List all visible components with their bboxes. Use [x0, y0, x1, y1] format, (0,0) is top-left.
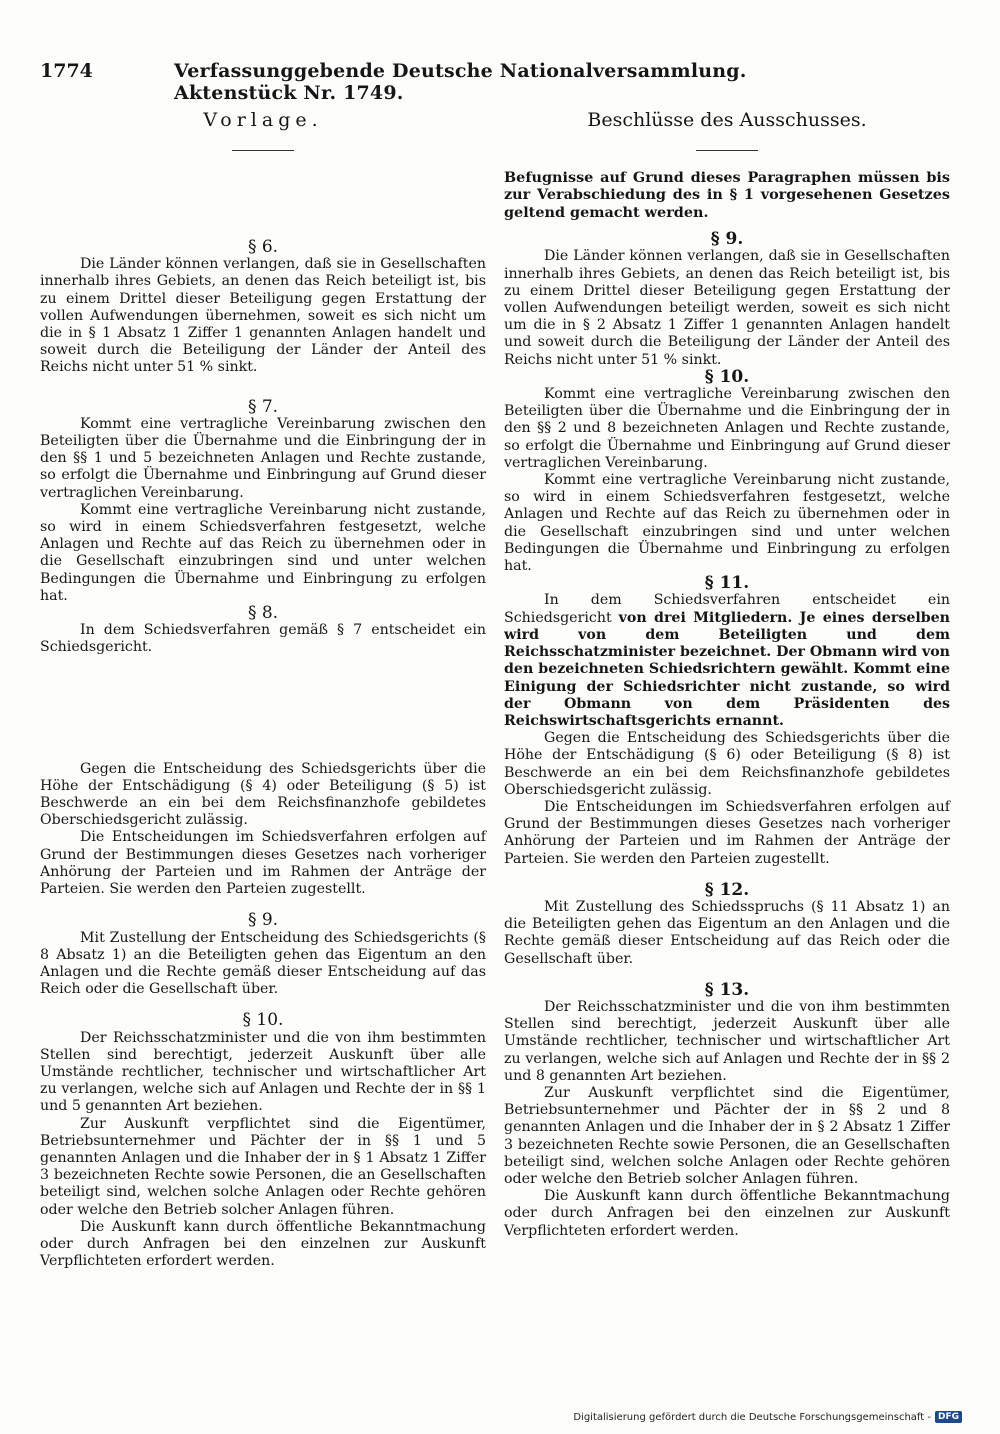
- footer-text: Digitalisierung gefördert durch die Deutsche Forschungsgemeinschaft -: [573, 1411, 931, 1423]
- paragraph: Gegen die Entscheidung des Schiedsgerichts über die Höhe der Entschädigung (§ 6) oder Beteiligung (§ 8) ist Beschwerde an ein bei dem Reichsfinanzhofe gebildetes Oberschiedsgericht zulässig.: [504, 730, 950, 798]
- section-title: § 12.: [704, 879, 750, 900]
- section-title: § 13.: [704, 979, 750, 1000]
- paragraph: Die Auskunft kann durch öffentliche Bekanntmachung oder durch Anfragen bei den einzelnen zur Auskunft Verpflichteten erfordert werden.: [40, 1218, 486, 1270]
- paragraph: Die Auskunft kann durch öffentliche Bekanntmachung oder durch Anfragen bei den einzelnen zur Auskunft Verpflichteten erfordert werden.: [504, 1188, 950, 1239]
- left-column-heading: Vorlage.: [203, 109, 323, 131]
- section-title: § 9.: [247, 910, 279, 931]
- paragraph: Mit Zustellung des Schiedsspruchs (§ 11 Absatz 1) an die Beteiligten gehen das Eigentum an den Anlagen und die Rechte gemäß dieser Entscheidung auf das Reich oder die Gesellschaft über.: [504, 898, 950, 967]
- paragraph: Die Entscheidungen im Schiedsverfahren erfolgen auf Grund der Bestimmungen dieses Gesetzes nach vorheriger Anhörung der Parteien und im Rahmen der Anträge der Parteien. Sie werden den Parteien zugestellt.: [40, 829, 486, 898]
- paragraph: Die Entscheidungen im Schiedsverfahren erfolgen auf Grund der Bestimmungen dieses Gesetzes nach vorheriger Anhörung der Parteien und im Rahmen der Anträge der Parteien. Sie werden den Parteien zugestellt.: [504, 798, 950, 867]
- paragraph: Kommt eine vertragliche Vereinbarung nicht zustande, so wird in einem Schiedsverfahren festgesetzt, welche Anlagen und Rechte auf das Reich zu übernehmen oder in die Gesellschaft einzubringen sind und unter welchen Bedingungen die Übernahme und Einbringung zu erfolgen hat.: [40, 501, 486, 604]
- section-title: § 8.: [247, 603, 279, 624]
- intro-paragraph: Befugnisse auf Grund dieses Paragraphen müssen bis zur Verabschiedung des in § 1 vorgesehenen Gesetzes geltend gemacht werden.: [504, 169, 950, 221]
- paragraph: Gegen die Entscheidung des Schiedsgerichts über die Höhe der Entschädigung (§ 4) oder Beteiligung (§ 5) ist Beschwerde an ein bei dem Reichsfinanzhofe gebildetes Oberschiedsgericht zulässig.: [40, 760, 486, 829]
- paragraph: Mit Zustellung der Entscheidung des Schiedsgerichts (§ 8 Absatz 1) an die Beteiligten gehen das Eigentum an den Anlagen und die Rechte gemäß dieser Entscheidung auf das Reich oder die Gesellschaft über.: [40, 929, 486, 998]
- paragraph: Zur Auskunft verpflichtet sind die Eigentümer, Betriebsunternehmer und Pächter der in §§ 1 und 5 genannten Anlagen und die Inhaber der in § 1 Absatz 1 Ziffer 3 bezeichneten Rechte sowie Personen, die an Gesellschaften beteiligt sind, welchen solche Anlagen oder Rechte gehören oder welche den Betrieb solcher Anlagen führen.: [40, 1115, 486, 1218]
- digitization-footer: [573, 1411, 962, 1423]
- paragraph: Kommt eine vertragliche Vereinbarung zwischen den Beteiligten über die Übernahme und die Einbringung der in den §§ 2 und 8 bezeichneten Anlagen und Rechte zustande, so erfolgt die Übernahme und Einbringung auf Grund dieser vertraglichen Vereinbarung.: [504, 386, 950, 471]
- paragraph-part: In dem Schiedsverfahren entscheidet ein Schiedsgericht: [504, 592, 950, 626]
- dfg-logo: DFG: [935, 1411, 962, 1423]
- paragraph: Der Reichsschatzminister und die von ihm bestimmten Stellen sind berechtigt, jederzeit Auskunft über alle Umstände rechtlicher, technischer und wirtschaftlicher Art zu verlangen, welche sich auf Anlagen und Rechte der in §§ 1 und 5 genannten Art beziehen.: [40, 1029, 486, 1115]
- section-title: § 9.: [710, 229, 744, 250]
- paragraph: Der Reichsschatzminister und die von ihm bestimmten Stellen sind berechtigt, jederzeit Auskunft über alle Umstände rechtlicher, technischer und wirtschaftlicher Art zu verlangen, welche sich auf Anlagen und Rechte der in §§ 2 und 8 genannten Art beziehen.: [504, 998, 950, 1084]
- page-number: 1774: [40, 60, 93, 82]
- section-title: § 6.: [247, 237, 279, 257]
- left-column: [40, 109, 486, 1270]
- section-title: § 10.: [242, 1010, 284, 1031]
- section-title: § 10.: [704, 366, 750, 387]
- page-header: [40, 60, 830, 104]
- right-column-heading: Beschlüsse des Ausschusses.: [587, 109, 867, 131]
- amended-text: von drei Mitgliedern. Je eines derselben wird von dem Beteiligten und dem Reichsschatzminister bezeichnet. Der Obmann wird von den bezeichneten Schiedsrichtern gewählt. Kommt eine Einigung der Schiedsrichter nicht zustande, so wird der Obmann von dem Präsidenten des Reichswirtschaftsgerichts ernannt.: [504, 609, 950, 729]
- paragraph: Zur Auskunft verpflichtet sind die Eigentümer, Betriebsunternehmer und Pächter der in §§ 2 und 8 genannten Anlagen und die Inhaber der in § 2 Absatz 1 Ziffer 3 bezeichneten Rechte sowie Personen, die an Gesellschaften beteiligt sind, welchen solche Anlagen oder Rechte gehören oder welche den Betrieb solcher Anlagen führen.: [504, 1084, 950, 1187]
- paragraph: In dem Schiedsverfahren gemäß § 7 entscheidet ein Schiedsgericht.: [40, 622, 486, 656]
- section-title: § 11.: [704, 573, 750, 594]
- running-title: Verfassunggebende Deutsche Nationalversammlung. Aktenstück Nr. 1749.: [174, 60, 747, 104]
- paragraph: Die Länder können verlangen, daß sie in Gesellschaften innerhalb ihres Gebiets, an denen das Reich beteiligt ist, bis zu einem Drittel dieser Beteiligung gegen Erstattung der vollen Aufwendungen übernehmen, soweit es sich nicht um die in § 1 Absatz 1 Ziffer 1 genannten Anlagen handelt und soweit durch die Beteiligung der Länder der Anteil des Reichs nicht unter 51 % sinkt.: [40, 256, 486, 376]
- paragraph: [504, 592, 950, 730]
- section-title: § 7.: [247, 396, 279, 417]
- paragraph: Die Länder können verlangen, daß sie in Gesellschaften innerhalb ihres Gebiets, an denen das Reich beteiligt ist, bis zu einem Drittel dieser Beteiligung gegen Erstattung der vollen Aufwendungen beteiligt werden, soweit es sich nicht um die in § 2 Absatz 1 Ziffer 1 genannten Anlagen handelt und soweit durch die Beteiligung der Länder der Anteil des Reichs nicht unter 51 % sinkt.: [504, 248, 950, 368]
- paragraph: Kommt eine vertragliche Vereinbarung nicht zustande, so wird in einem Schiedsverfahren festgesetzt, welche Anlagen und Rechte auf das Reich zu übernehmen oder in die Gesellschaft einzubringen sind und unter welchen Bedingungen die Übernahme und Einbringung zu erfolgen hat.: [504, 472, 950, 575]
- right-column: [504, 109, 950, 1240]
- paragraph: Kommt eine vertragliche Vereinbarung zwischen den Beteiligten über die Übernahme und die Einbringung der in den §§ 1 und 5 bezeichneten Anlagen und Rechte zustande, so erfolgt die Übernahme und Einbringung auf Grund dieser vertraglichen Vereinbarung.: [40, 415, 486, 501]
